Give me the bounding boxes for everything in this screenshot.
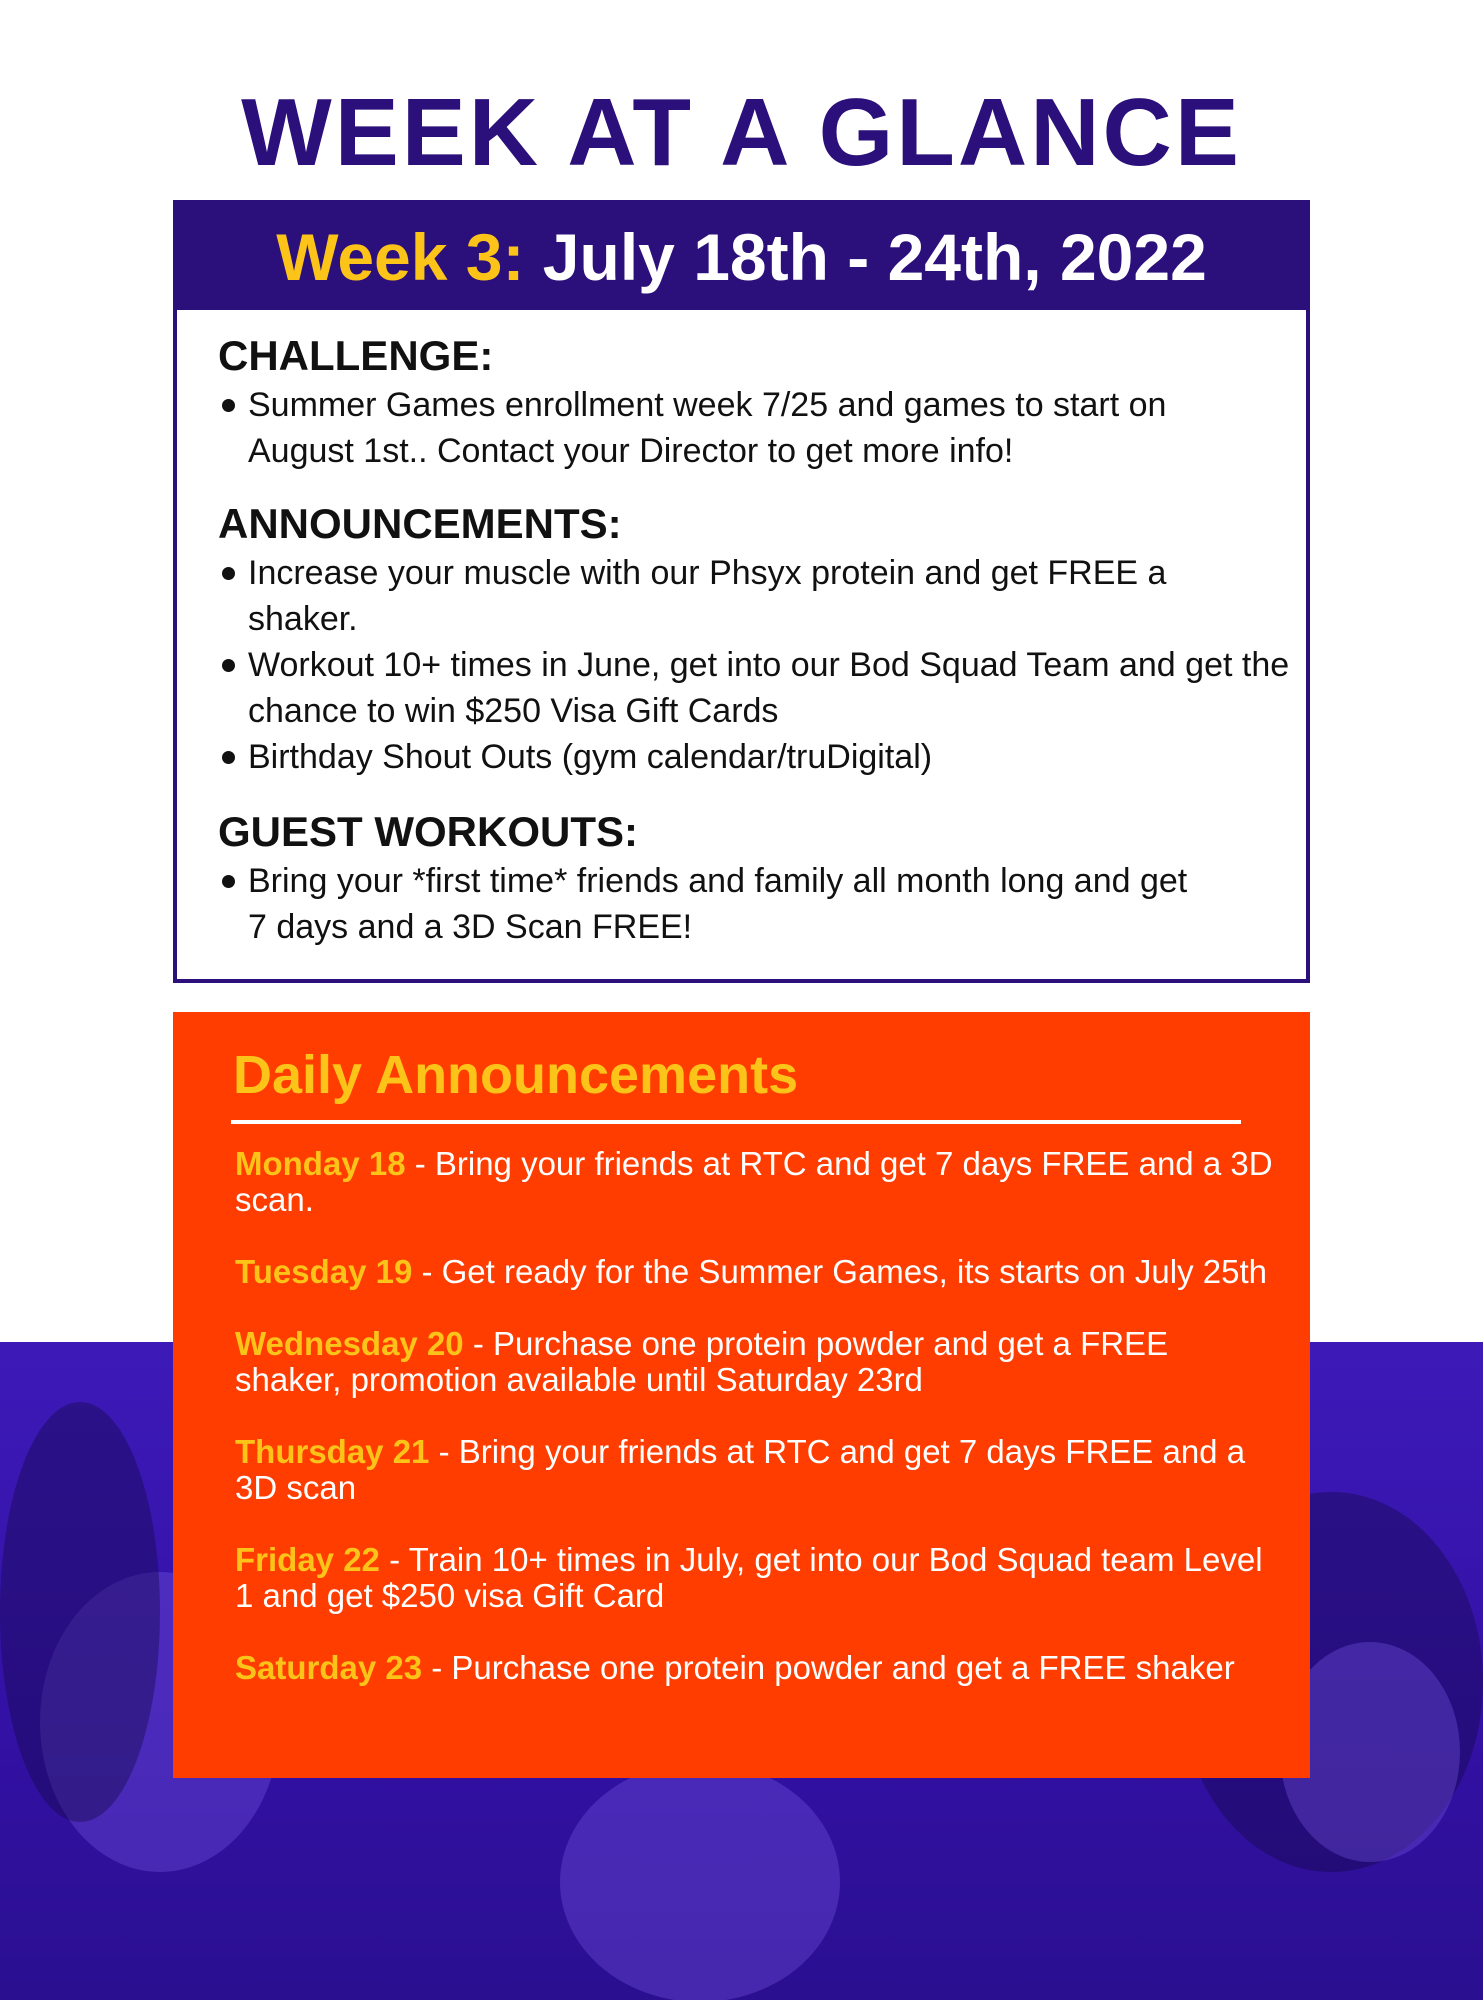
daily-item-friday (235, 1542, 1275, 1614)
bullet-icon (222, 567, 235, 580)
day-text: - Bring your friends at RTC and get 7 days FREE and a 3D scan (235, 1433, 1246, 1506)
announcements-heading: ANNOUNCEMENTS: (218, 500, 622, 547)
week-info-body (177, 310, 1306, 950)
day-text: - Get ready for the Summer Games, its starts on July 25th (412, 1253, 1267, 1290)
daily-item-thursday (235, 1434, 1275, 1506)
day-text: - Purchase one protein powder and get a FREE shaker, promotion available until Saturday 23rd (235, 1325, 1169, 1398)
bullet-icon (222, 659, 235, 672)
week-label: Week 3: (276, 220, 525, 294)
daily-announcements-title: Daily Announcements (233, 1045, 799, 1105)
list-item: Bring your *first time* friends and family all month long and get 7 days and a 3D Scan FREE! (218, 858, 1208, 950)
list-item: Workout 10+ times in June, get into our Bod Squad Team and get the chance to win $250 Visa Gift Cards (218, 642, 1318, 734)
list-item: Increase your muscle with our Phsyx protein and get FREE a shaker. (218, 550, 1233, 642)
day-label: Saturday 23 (235, 1649, 423, 1686)
week-banner (177, 204, 1306, 310)
day-label: Monday 18 (235, 1145, 406, 1182)
day-text: - Purchase one protein powder and get a FREE shaker (422, 1649, 1235, 1686)
daily-item-wednesday (235, 1326, 1275, 1398)
daily-item-monday (235, 1146, 1275, 1218)
announcements-list (218, 550, 1306, 780)
daily-announcements-panel (173, 1012, 1310, 1778)
bullet-icon (222, 751, 235, 764)
challenge-list (218, 382, 1306, 474)
title-divider (231, 1120, 1241, 1124)
day-label: Wednesday 20 (235, 1325, 464, 1362)
day-label: Friday 22 (235, 1541, 380, 1578)
bullet-icon (222, 399, 235, 412)
week-dates: July 18th - 24th, 2022 (524, 220, 1207, 294)
week-info-panel (173, 200, 1310, 983)
challenge-heading: CHALLENGE: (218, 332, 494, 379)
guest-workouts-heading: GUEST WORKOUTS: (218, 808, 638, 855)
bullet-icon (222, 875, 235, 888)
day-text: - Bring your friends at RTC and get 7 days FREE and a 3D scan. (235, 1145, 1273, 1218)
day-label: Tuesday 19 (235, 1253, 413, 1290)
list-item: Summer Games enrollment week 7/25 and games to start on August 1st.. Contact your Director to get more info! (218, 382, 1248, 474)
day-label: Thursday 21 (235, 1433, 430, 1470)
list-item: Birthday Shout Outs (gym calendar/truDigital) (218, 734, 1308, 780)
guest-workouts-list (218, 858, 1306, 950)
daily-item-saturday (235, 1650, 1275, 1686)
daily-item-tuesday (235, 1254, 1275, 1290)
day-text: - Train 10+ times in July, get into our Bod Squad team Level 1 and get $250 visa Gift Card (235, 1541, 1263, 1614)
page-title: WEEK AT A GLANCE (241, 79, 1242, 186)
